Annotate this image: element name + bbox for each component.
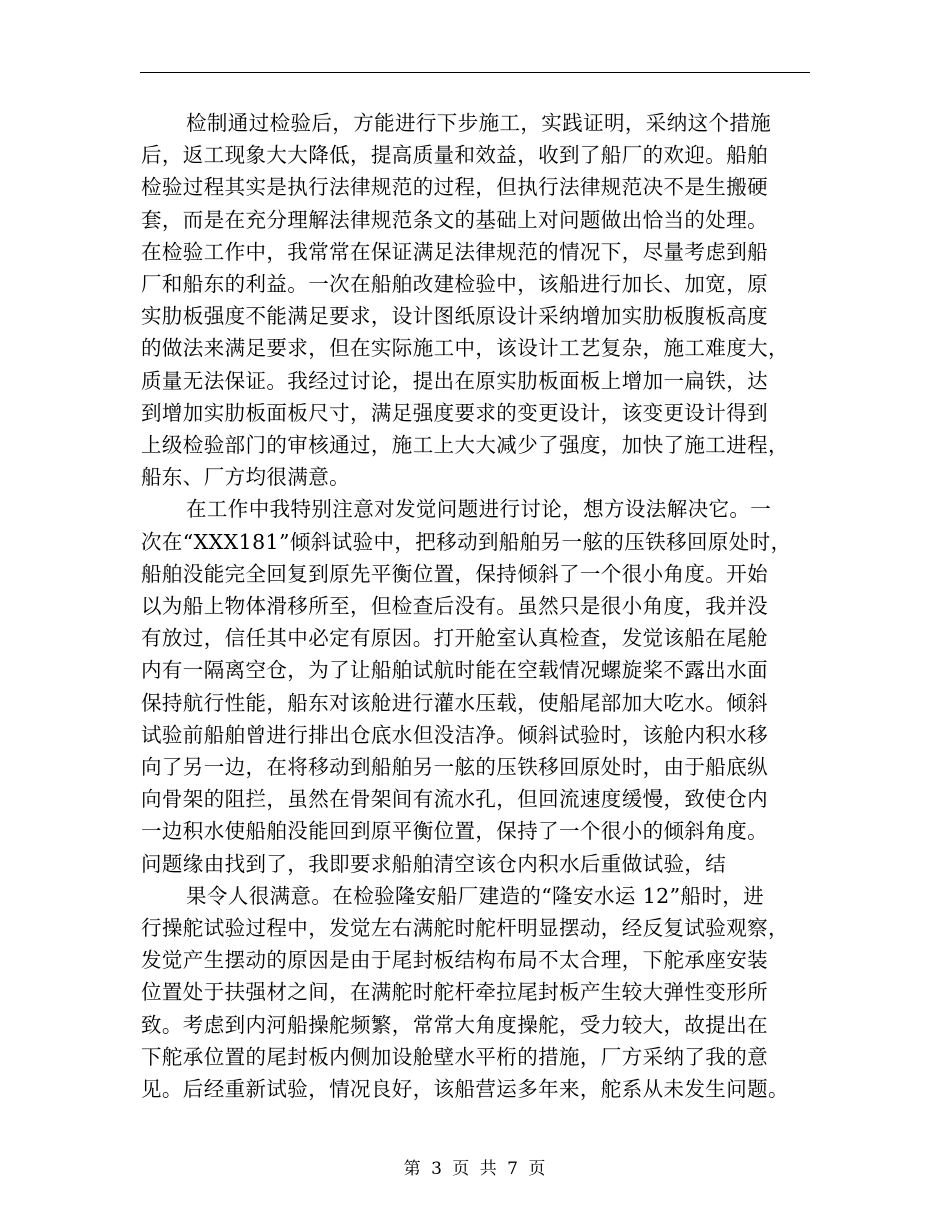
text-line: 位置处于扶强材之间，在满舵时舵杆牵拉尾封板产生较大弹性变形所	[141, 980, 768, 1005]
text-line: 下舵承位置的尾封板内侧加设舱壁水平桁的措施，厂方采纳了我的意	[141, 1044, 768, 1069]
text-line: 到增加实肋板面板尺寸，满足强度要求的变更设计，该变更设计得到	[141, 400, 768, 425]
text-line: 果令人很满意。在检验隆安船厂建造的“隆安水运 12”船时，进	[186, 883, 765, 908]
text-line: 一边积水使船舶没能回到原平衡位置，保持了一个很小的倾斜角度。	[141, 819, 768, 844]
text-line: 向骨架的阻拦，虽然在骨架间有流水孔，但回流速度缓慢，致使仓内	[141, 787, 768, 812]
text-line: 向了另一边，在将移动到船舶另一舷的压铁移回原处时，由于船底纵	[141, 755, 768, 780]
text-line: 上级检验部门的审核通过，施工上大大减少了强度，加快了施工进程，	[141, 433, 789, 458]
text-line: 套，而是在充分理解法律规范条文的基础上对问题做出恰当的处理。	[141, 207, 768, 232]
text-line: 保持航行性能，船东对该舱进行灌水压载，使船尾部加大吃水。倾斜	[141, 690, 768, 715]
text-line: 发觉产生摆动的原因是由于尾封板结构布局不太合理，下舵承座安装	[141, 948, 768, 973]
text-line: 后，返工现象大大降低，提高质量和效益，收到了船厂的欢迎。船舶	[141, 143, 768, 168]
text-line: 船舶没能完全回复到原先平衡位置，保持倾斜了一个很小角度。开始	[141, 561, 768, 586]
text-line: 内有一隔离空仓，为了让船舶试航时能在空载情况螺旋桨不露出水面	[141, 658, 768, 683]
text-line: 在工作中我特别注意对发觉问题进行讨论，想方设法解决它。一	[186, 497, 772, 522]
text-line: 船东、厂方均很满意。	[141, 465, 350, 490]
text-line: 实肋板强度不能满足要求，设计图纸原设计采纳增加实肋板腹板高度	[141, 304, 768, 329]
text-line: 在检验工作中，我常常在保证满足法律规范的情况下，尽量考虑到船	[141, 239, 768, 264]
text-line: 试验前船舶曾进行排出仓底水但没洁净。倾斜试验时，该舱内积水移	[141, 722, 768, 747]
text-line: 次在“XXX181”倾斜试验中，把移动到船舶另一舷的压铁移回原处时，	[141, 529, 792, 554]
header-rule	[140, 72, 810, 73]
text-line: 见。后经重新试验，情况良好，该船营运多年来，舵系从未发生问题。	[141, 1077, 789, 1102]
text-line: 问题缘由找到了，我即要求船舶清空该仓内积水后重做试验，结	[141, 851, 727, 876]
text-line: 以为船上物体滑移所至，但检查后没有。虽然只是很小角度，我并没	[141, 594, 768, 619]
text-line: 检验过程其实是执行法律规范的过程，但执行法律规范决不是生搬硬	[141, 175, 768, 200]
text-line: 厂和船东的利益。一次在船舶改建检验中，该船进行加长、加宽，原	[141, 272, 768, 297]
text-line: 行操舵试验过程中，发觉左右满舵时舵杆明显摆动，经反复试验观察，	[141, 916, 789, 941]
text-line: 检制通过检验后，方能进行下步施工，实践证明，采纳这个措施	[186, 111, 772, 135]
page-number: 第 3 页 共 7 页	[403, 1159, 547, 1179]
document-body	[141, 107, 811, 1105]
text-line: 致。考虑到内河船操舵频繁，常常大角度操舵，受力较大，故提出在	[141, 1012, 768, 1037]
text-line: 有放过，信任其中必定有原因。打开舱室认真检查，发觉该船在尾舱	[141, 626, 768, 651]
text-line: 质量无法保证。我经过讨论，提出在原实肋板面板上增加一扁铁，达	[141, 368, 768, 393]
text-line: 的做法来满足要求，但在实际施工中，该设计工艺复杂，施工难度大，	[141, 336, 789, 361]
